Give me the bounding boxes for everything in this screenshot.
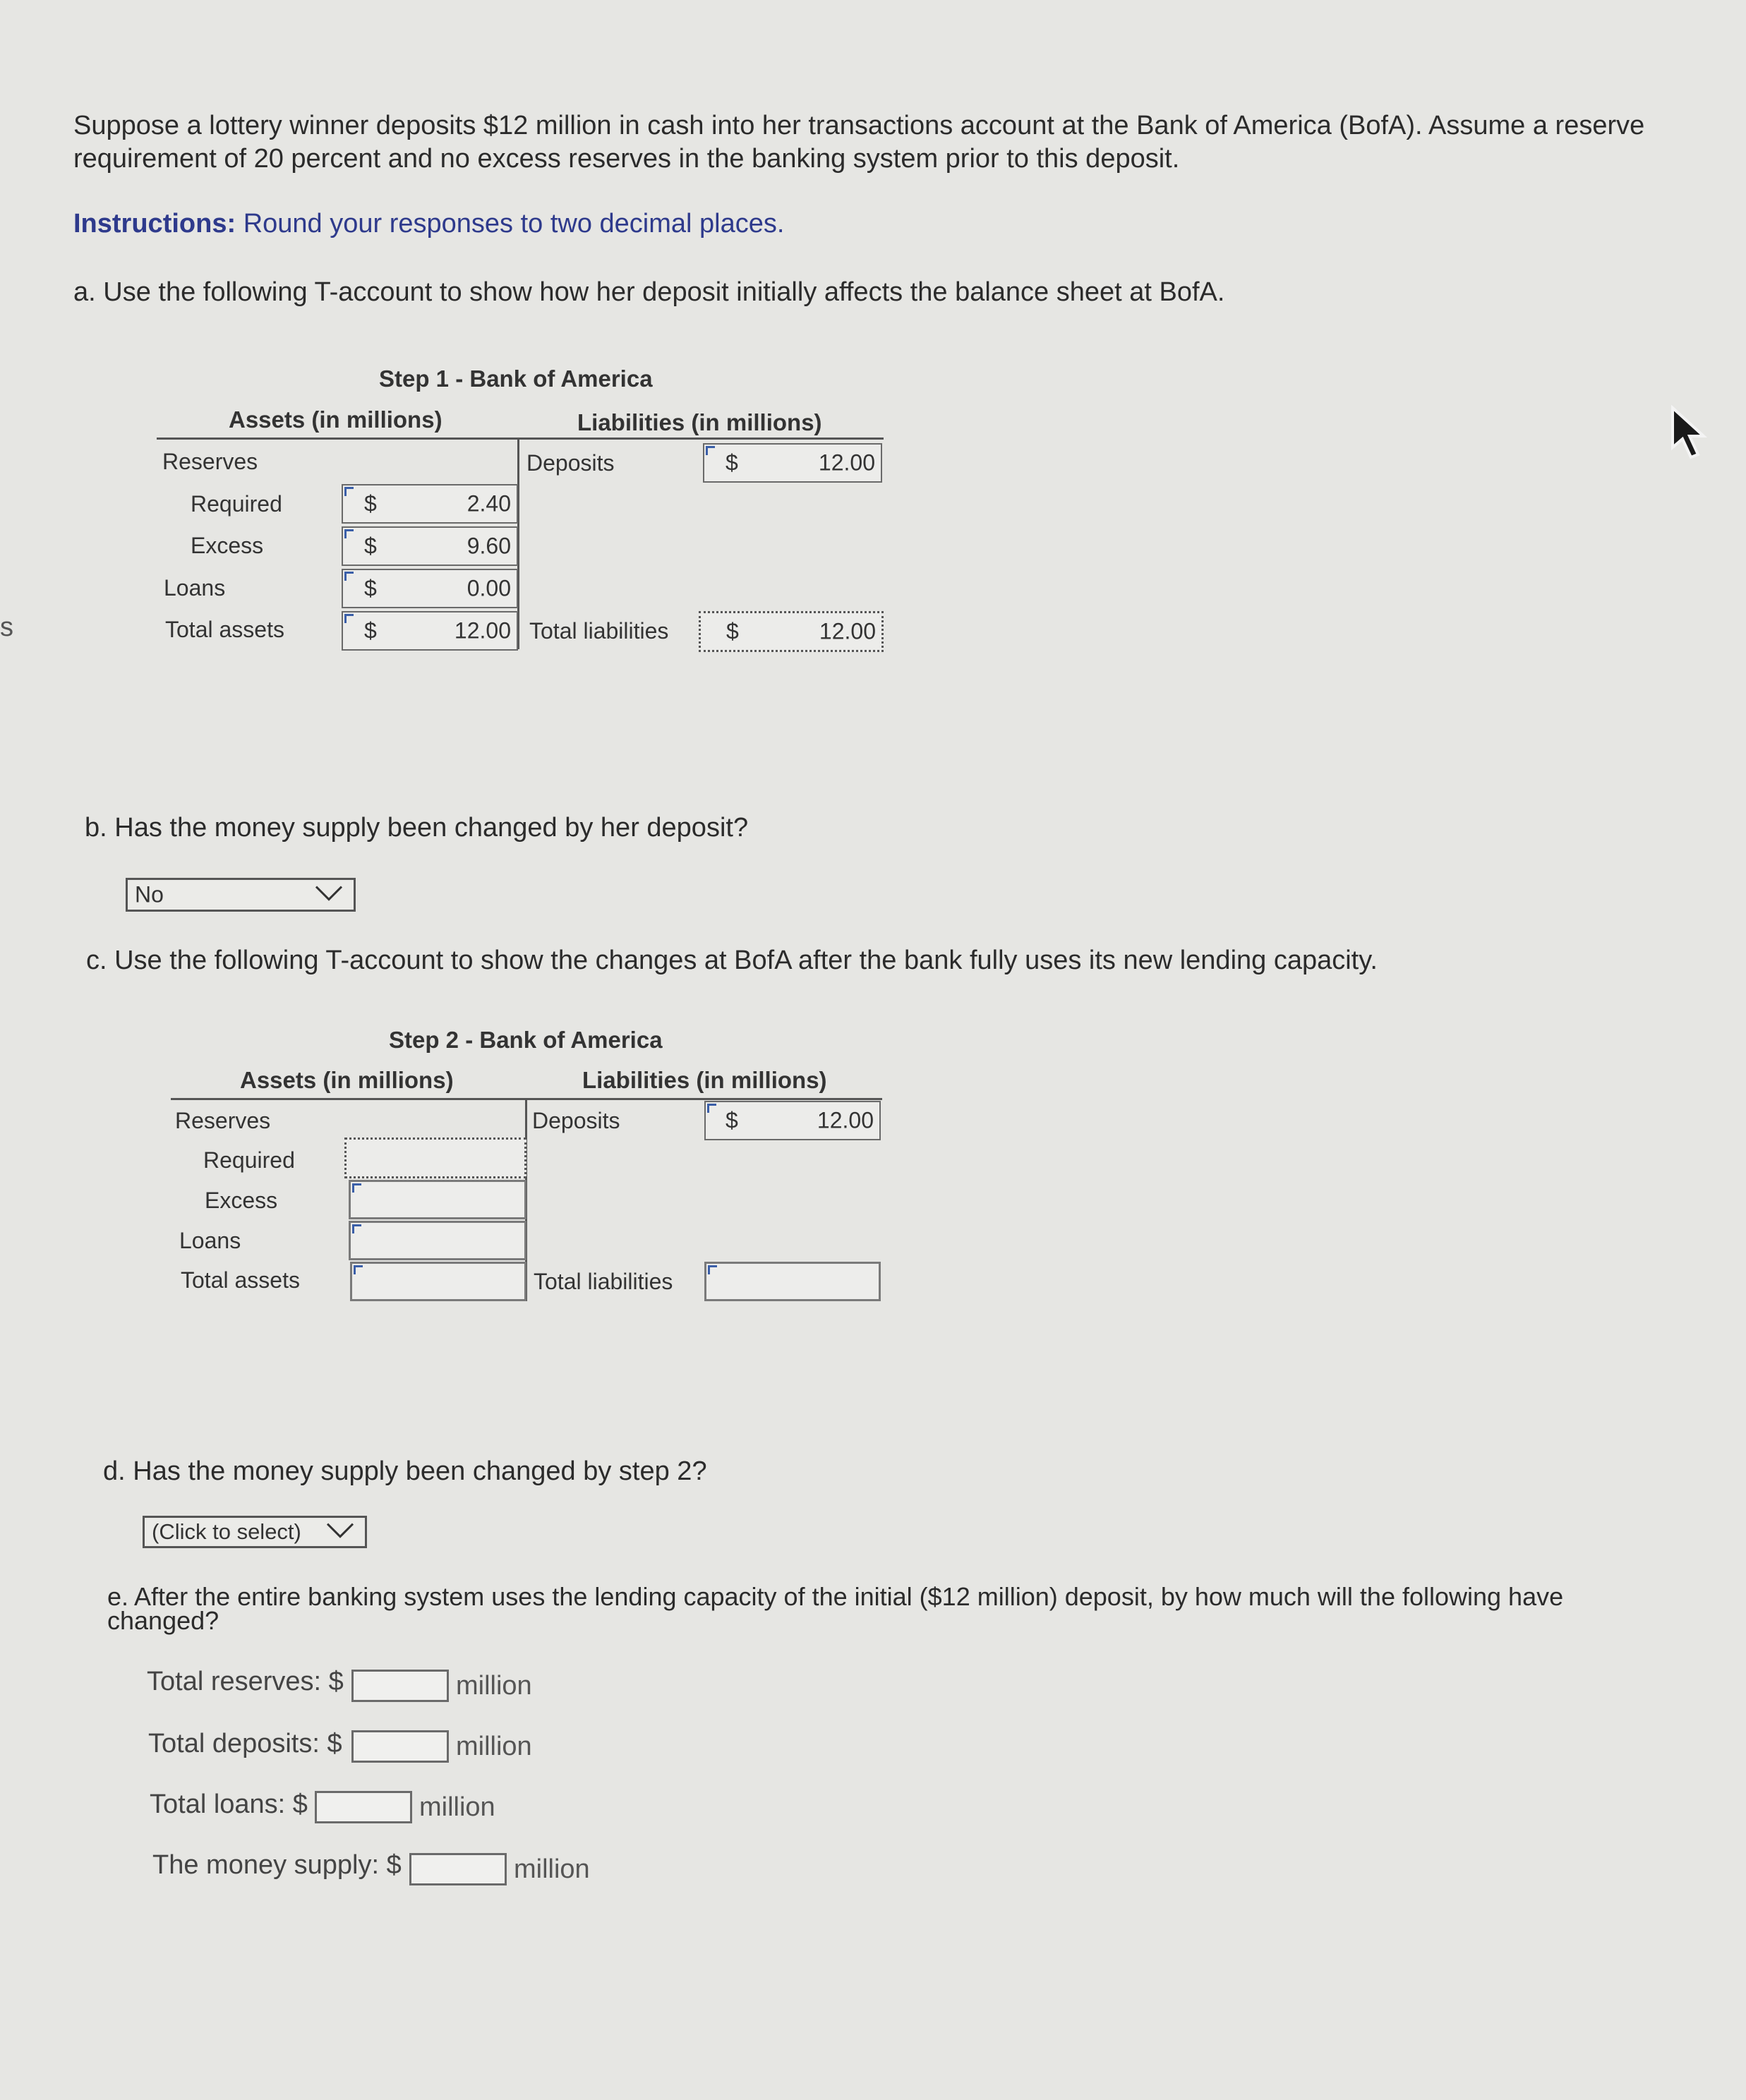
step1-deposits-label: Deposits <box>526 450 615 476</box>
step1-total-assets-input[interactable] <box>342 611 518 651</box>
currency-symbol: $ <box>364 490 377 517</box>
step2-required-input[interactable] <box>344 1138 526 1178</box>
step1-assets-header: Assets (in millions) <box>229 406 442 433</box>
input-flag-icon <box>706 446 715 455</box>
currency-symbol: $ <box>364 617 377 644</box>
step1-loans-input[interactable] <box>342 569 518 608</box>
question-a: a. Use the following T-account to show how her deposit initially affects the balance sheet at BofA. <box>73 277 1225 307</box>
question-d: d. Has the money supply been changed by step 2? <box>103 1456 707 1486</box>
currency-symbol: $ <box>364 575 377 601</box>
step2-required-label: Required <box>203 1147 295 1173</box>
total-reserves-input[interactable] <box>351 1670 449 1702</box>
step1-required-input[interactable] <box>342 484 518 524</box>
step2-total-assets-input[interactable] <box>350 1262 526 1301</box>
mouse-cursor-icon <box>1670 405 1708 460</box>
total-reserves-unit: million <box>456 1671 532 1701</box>
step2-loans-input[interactable] <box>349 1221 526 1260</box>
step1-total-liabilities-label: Total liabilities <box>529 618 669 644</box>
chevron-down-icon <box>314 885 344 902</box>
step2-deposits-label: Deposits <box>532 1108 620 1133</box>
step2-reserves-label: Reserves <box>175 1108 271 1133</box>
step2-loans-label: Loans <box>179 1228 241 1253</box>
step2-total-assets-label: Total assets <box>181 1267 300 1293</box>
input-flag-icon <box>344 529 354 538</box>
total-reserves-label: Total reserves: $ <box>147 1667 344 1696</box>
step1-total-liabilities-value: 12.00 <box>819 618 876 644</box>
step2-deposits-value: 12.00 <box>817 1107 874 1133</box>
money-supply-label: The money supply: $ <box>152 1850 402 1880</box>
total-deposits-unit: million <box>456 1732 532 1761</box>
step1-required-label: Required <box>191 491 282 517</box>
step2-excess-input[interactable] <box>349 1180 526 1219</box>
step1-loans-label: Loans <box>164 575 226 601</box>
input-flag-icon <box>352 1183 361 1193</box>
total-loans-label: Total loans: $ <box>150 1790 308 1819</box>
question-c: c. Use the following T-account to show the changes at BofA after the bank fully uses its new lending capacity. <box>86 946 1378 975</box>
step2-total-liabilities-label: Total liabilities <box>534 1269 673 1294</box>
instructions-label: Instructions: <box>73 209 236 239</box>
select-b-value: No <box>135 881 164 907</box>
step1-total-liabilities-input[interactable] <box>699 611 884 652</box>
intro-line-2: requirement of 20 percent and no excess reserves in the banking system prior to this deposit. <box>73 144 1180 174</box>
input-flag-icon <box>707 1104 716 1113</box>
step1-title: Step 1 - Bank of America <box>379 366 653 392</box>
input-flag-icon <box>354 1265 363 1274</box>
total-deposits-label: Total deposits: $ <box>148 1729 342 1758</box>
intro-line-1: Suppose a lottery winner deposits $12 million in cash into her transactions account at the Bank of America (BofA). Assume a reserve <box>73 111 1645 140</box>
step1-loans-value: 0.00 <box>466 575 511 601</box>
currency-symbol: $ <box>364 533 377 559</box>
step2-title: Step 2 - Bank of America <box>389 1027 663 1053</box>
money-supply-select-d[interactable] <box>143 1516 367 1548</box>
step1-total-assets-label: Total assets <box>165 617 284 642</box>
instructions <box>73 209 784 239</box>
money-supply-select-b[interactable] <box>126 878 356 912</box>
step1-excess-label: Excess <box>191 533 264 558</box>
money-supply-input[interactable] <box>409 1853 507 1885</box>
step1-header-rule <box>157 438 884 440</box>
step1-required-value: 2.40 <box>466 490 511 517</box>
step2-liabilities-header: Liabilities (in millions) <box>582 1067 827 1093</box>
step2-total-liabilities-input[interactable] <box>704 1262 881 1301</box>
instructions-text: Round your responses to two decimal places. <box>243 209 785 239</box>
total-loans-unit: million <box>419 1792 495 1822</box>
input-flag-icon <box>344 487 354 496</box>
chevron-down-icon <box>325 1522 355 1539</box>
question-b: b. Has the money supply been changed by her deposit? <box>85 813 749 843</box>
step2-excess-label: Excess <box>205 1188 278 1213</box>
step1-deposits-input[interactable] <box>703 443 882 483</box>
step1-total-assets-value: 12.00 <box>454 617 511 644</box>
step1-excess-value: 9.60 <box>466 533 511 559</box>
input-flag-icon <box>352 1224 361 1233</box>
input-flag-icon <box>344 572 354 581</box>
step2-deposits-input[interactable] <box>704 1101 881 1140</box>
step2-assets-header: Assets (in millions) <box>240 1067 454 1093</box>
step1-deposits-value: 12.00 <box>818 449 875 476</box>
money-supply-unit: million <box>514 1854 590 1884</box>
question-e-line-1: e. After the entire banking system uses the lending capacity of the initial ($12 million) deposit, by how much will the following have <box>107 1582 1564 1611</box>
total-loans-input[interactable] <box>315 1791 412 1823</box>
input-flag-icon <box>708 1265 717 1274</box>
select-d-value: (Click to select) <box>152 1519 301 1544</box>
input-flag-icon <box>344 614 354 623</box>
question-e-line-2: changed? <box>107 1606 219 1635</box>
step1-excess-input[interactable] <box>342 526 518 566</box>
left-edge-fragment: s <box>0 612 13 642</box>
step1-liabilities-header: Liabilities (in millions) <box>577 409 822 435</box>
currency-symbol: $ <box>726 618 739 644</box>
currency-symbol: $ <box>726 449 738 476</box>
currency-symbol: $ <box>726 1107 738 1133</box>
step1-reserves-label: Reserves <box>162 449 258 474</box>
total-deposits-input[interactable] <box>351 1730 449 1763</box>
